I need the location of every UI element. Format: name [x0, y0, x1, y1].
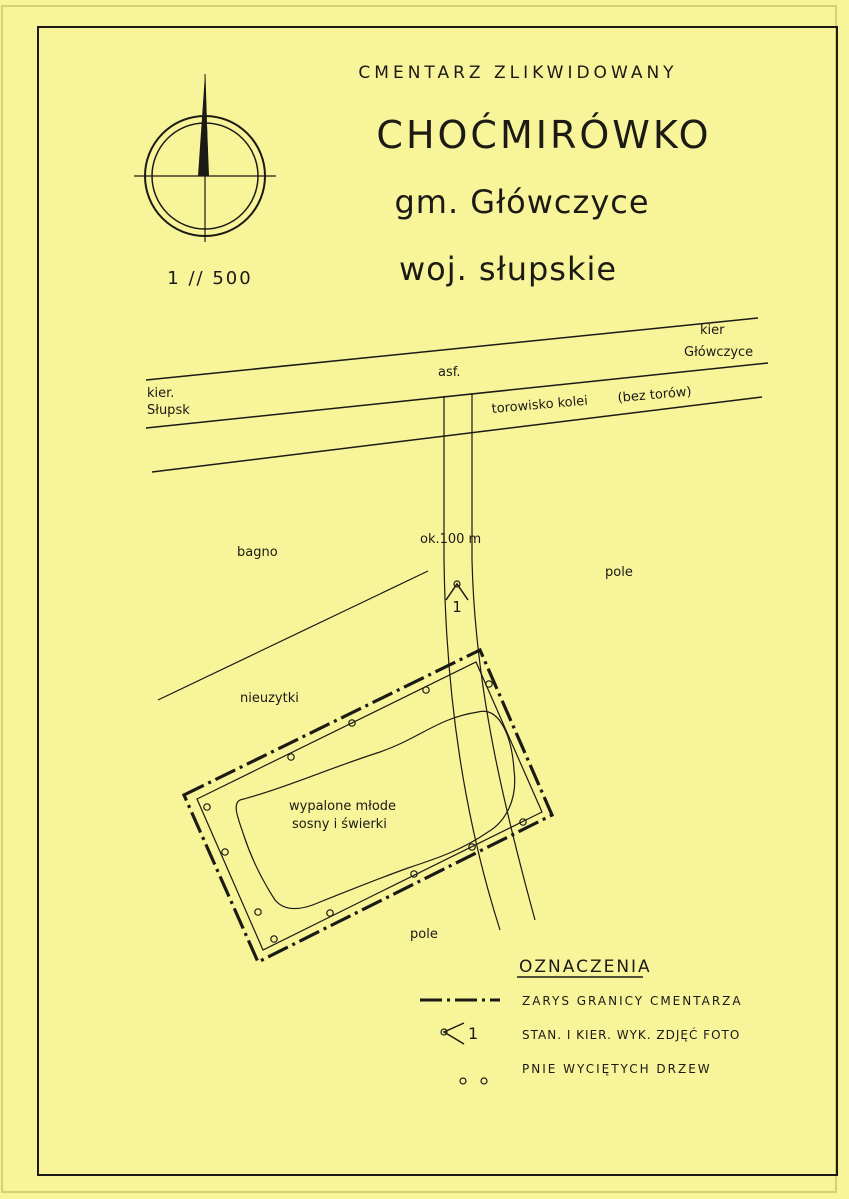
page-title: CHOĆMIRÓWKO — [376, 113, 712, 157]
label-no-tracks: (bez torów) — [617, 384, 693, 406]
legend-title: OZNACZENIA — [519, 957, 652, 977]
north-arrow-icon — [134, 74, 276, 242]
legend-photo-number: 1 — [468, 1024, 479, 1043]
label-glowczyce: Główczyce — [684, 345, 754, 360]
label-field-south: pole — [410, 927, 438, 942]
legend-boundary-label: ZARYS GRANICY CMENTARZA — [522, 994, 743, 1008]
map-scale: 1 // 500 — [167, 268, 253, 289]
marsh-boundary — [158, 571, 428, 700]
label-distance: ok.100 m — [420, 532, 482, 547]
legend — [420, 957, 743, 1084]
header-voivodeship: woj. słupskie — [398, 250, 618, 288]
legend-stumps-icon — [460, 1078, 487, 1084]
label-wasteland: nieuzytki — [240, 691, 299, 706]
legend-photo-label: STAN. I KIER. WYK. ZDJĘĆ FOTO — [522, 1028, 741, 1042]
label-kier-glowczyce: kier — [700, 323, 725, 338]
label-kier-slupsk: kier. — [147, 386, 175, 401]
label-field-east: pole — [605, 565, 633, 580]
header-subtitle: CMENTARZ ZLIKWIDOWANY — [358, 63, 678, 83]
label-marsh: bagno — [237, 545, 278, 560]
label-asphalt: asf. — [438, 365, 461, 380]
label-burned-1: wypalone młode — [289, 799, 397, 814]
legend-photo-icon — [441, 1023, 464, 1044]
photo-station-number: 1 — [452, 598, 462, 616]
label-burned-2: sosny i świerki — [292, 817, 387, 832]
label-slupsk: Słupsk — [147, 403, 190, 418]
legend-stumps-label: PNIE WYCIĘTYCH DRZEW — [522, 1062, 712, 1076]
label-railway: torowisko kolei — [491, 393, 589, 417]
header-commune: gm. Główczyce — [394, 183, 650, 221]
